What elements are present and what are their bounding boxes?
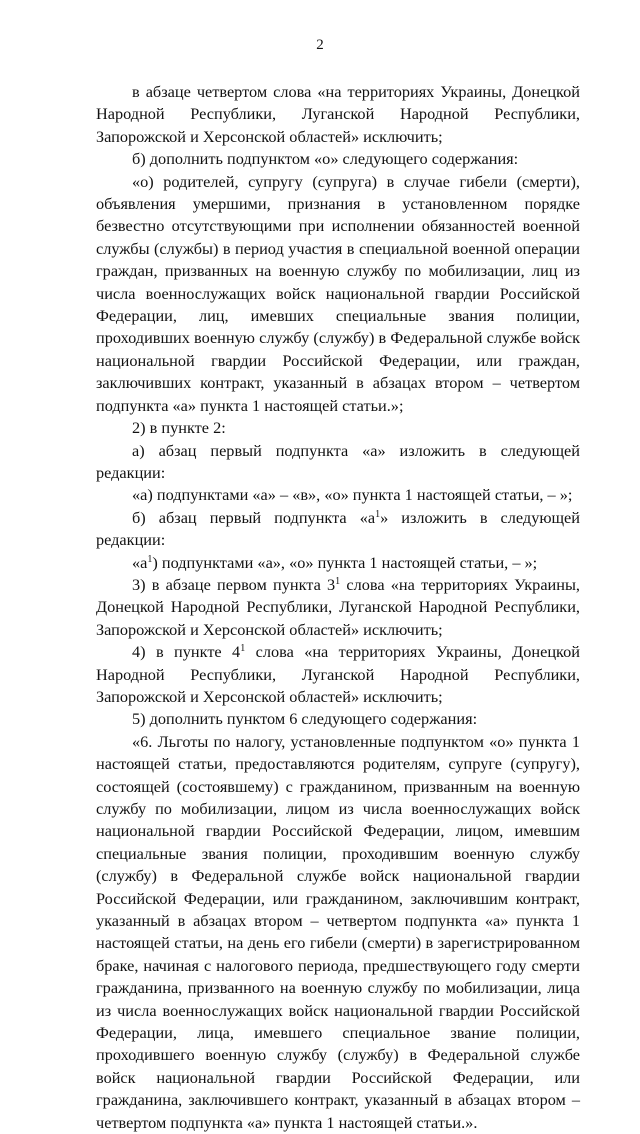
paragraph-text: » изложить в следующей редакции: [96, 507, 580, 550]
paragraph-point-2-a: а) абзац первый подпункта «а» изложить в следующей редакции: [96, 440, 580, 482]
superscript: 1 [147, 553, 153, 565]
paragraph-paragraph4-exclusion: в абзаце четвертом слова «на территориях Украины, Донецкой Народной Республики, Луганской Народной Республики, Запорожской и Херсонской областей» исключить; [96, 82, 580, 146]
paragraph-point-2-a-text: «а) подпунктами «а» – «в», «о» пункта 1 настоящей статьи, – »; [132, 485, 573, 505]
paragraph-add-subpoint-o: б) дополнить подпунктом «о» следующего содержания: [132, 149, 519, 169]
paragraph-text: 4) в пункте 4 [132, 642, 241, 662]
page-number: 2 [316, 37, 324, 53]
paragraph-point-5: 5) дополнить пунктом 6 следующего содержания: [132, 709, 478, 729]
paragraph-point-2-a1-text [96, 552, 580, 574]
superscript: 1 [240, 643, 246, 655]
paragraph-point-4 [96, 641, 580, 708]
paragraph-point-2-b [96, 507, 580, 552]
paragraph-subpoint-o-text: «о) родителей, супругу (супруга) в случае гибели (смерти), объявления умершими, признания в установленном порядке безвестно отсутствующими при исполнении обязанностей военной службы (службы) в период участия в специальной военной операции граждан, призванных на военную службу по мобилизации, лиц из числа военнослужащих войск национальной гвардии Российской Федерации, лиц, имевших специальные звания полиции, проходивших военную службу (службу) в Федеральной службе войск национальной гвардии Российской Федерации, или граждан, заключивших контракт, указанный в абзацах втором – четвертом подпункта «а» пункта 1 настоящей статьи.»; [96, 171, 580, 415]
superscript: 1 [335, 575, 341, 587]
paragraph-text: ) подпунктами «а», «о» пункта 1 настоящей статьи, – »; [152, 552, 538, 572]
paragraph-text: 3) в абзаце первом пункта 3 [132, 574, 336, 594]
paragraph-text: слова «на территориях Украины, Донецкой Народной Республики, Луганской Народной Республики, Запорожской и Херсонской областей» исключить; [96, 574, 580, 639]
document-body [96, 81, 580, 1134]
paragraph-point-2: 2) в пункте 2: [132, 418, 226, 438]
superscript: 1 [375, 508, 381, 520]
paragraph-text: «а [132, 552, 148, 572]
paragraph-text: слова «на территориях Украины, Донецкой Народной Республики, Луганской Народной Республики, Запорожской и Херсонской областей» исключить; [96, 642, 580, 706]
paragraph-text: б) абзац первый подпункта «а [132, 507, 376, 527]
paragraph-point-3 [96, 574, 580, 641]
paragraph-point-6-text: «6. Льготы по налогу, установленные подпунктом «о» пункта 1 настоящей статьи, предоставляются родителям, супруге (супругу), состоящей (состоявшему) с гражданином, призванным на военную службу по мобилизации, лицом из числа военнослужащих войск национальной гвардии Российской Федерации, лицом, имевшим специальные звания полиции, проходившим военную службу (службу) в Федеральной службе войск национальной гвардии Российской Федерации, или гражданином, заключившим контракт, указанный в абзацах втором – четвертом подпункта «а» пункта 1 настоящей статьи, на день его гибели (смерти) в зарегистрированном браке, начиная с налогового периода, предшествующего году смерти гражданина, призванного на военную службу по мобилизации, лица из числа военнослужащих войск национальной гвардии Российской Федерации, лица, имевшего специальное звание полиции, проходившего военную службу (службу) в Федеральной службе войск национальной гвардии Российской Федерации, или гражданина, заключившего контракт, указанный в абзацах втором – четвертом подпункта «а» пункта 1 настоящей статьи.». [96, 731, 580, 1132]
